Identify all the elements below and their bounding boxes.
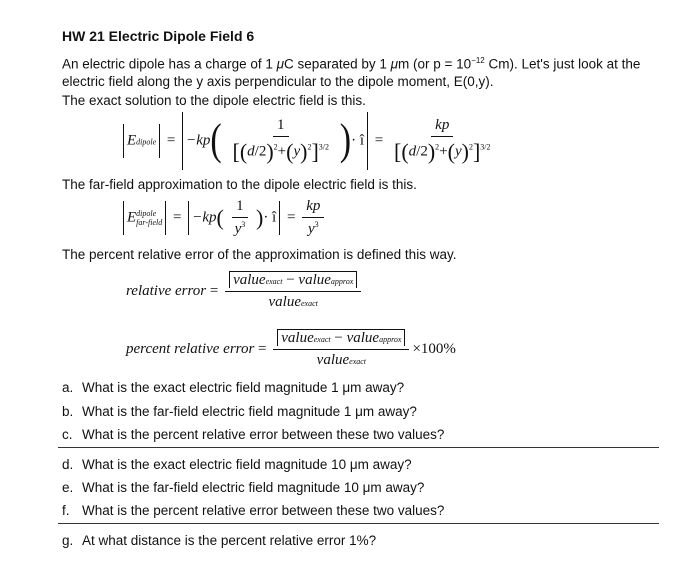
- plus-sign: +: [439, 143, 448, 160]
- far-field-equation: E dipole far-field = −kp( $\frac{1}{y^3}$ )· î = $\frac{kp}{y^3}$: [120, 198, 327, 238]
- far-field-intro: The far-field approximation to the dipole electric field is this.: [62, 177, 417, 192]
- subscript-dipole: dipole: [136, 137, 157, 147]
- intro-text-c: m (or p = 10: [398, 56, 472, 72]
- minus: −: [334, 330, 343, 346]
- equals-sign: =: [172, 209, 182, 226]
- square: 2: [435, 142, 440, 152]
- equals-sign: =: [374, 132, 384, 149]
- neg-kp: −kp: [186, 132, 211, 149]
- mu-symbol: μ: [276, 56, 285, 72]
- equals-sign: =: [166, 132, 176, 149]
- square: 2: [468, 142, 473, 152]
- exact-intro: The exact solution to the dipole electric field is this.: [62, 93, 366, 108]
- dot-i: · î: [263, 209, 277, 226]
- page-title: HW 21 Electric Dipole Field 6: [62, 28, 255, 44]
- value: value: [268, 294, 301, 310]
- mu-symbol: μ: [390, 56, 399, 72]
- two: 2: [420, 143, 428, 160]
- value: value: [281, 330, 314, 346]
- question-label: f.: [62, 503, 70, 518]
- dot-i: · î: [351, 132, 365, 149]
- two: 2: [258, 143, 267, 160]
- sub-approx: approx: [330, 277, 354, 286]
- question-text: What is the far-field electric field magnitude 1 μm away?: [82, 404, 417, 419]
- question-label: e.: [62, 480, 74, 495]
- question-g: [62, 533, 376, 548]
- question-label: d.: [62, 457, 74, 472]
- square: 2: [273, 142, 278, 152]
- value: value: [316, 352, 350, 368]
- E-vector: E: [127, 132, 137, 149]
- sub-exact: exact: [313, 335, 331, 344]
- square: 2: [307, 142, 312, 152]
- value: value: [233, 272, 266, 288]
- y-var: y: [293, 143, 301, 160]
- question-text: At what distance is the percent relative error 1%?: [82, 533, 377, 548]
- question-label: b.: [62, 404, 74, 419]
- sub-exact: exact: [349, 357, 367, 366]
- y-var: y: [234, 221, 242, 237]
- question-text: What is the percent relative error between these two values?: [82, 427, 445, 442]
- intro-paragraph: [62, 52, 677, 90]
- E-vector: E: [127, 209, 137, 226]
- sub-exact: exact: [300, 299, 318, 308]
- question-label: c.: [62, 427, 73, 442]
- equals-sign: =: [209, 282, 219, 299]
- question-label: a.: [62, 380, 74, 395]
- question-text: What is the percent relative error between these two values?: [82, 503, 445, 518]
- intro-text-b: C separated by 1: [284, 56, 391, 72]
- question-a: [62, 380, 404, 395]
- y-var: y: [307, 221, 315, 237]
- error-intro: The percent relative error of the approximation is defined this way.: [62, 247, 457, 262]
- question-label: g.: [62, 533, 74, 548]
- exact-fraction-1: $\frac{1}{[(d/2)^2+(y)^2]^{3/2}}$: [232, 117, 330, 164]
- question-f: [62, 503, 444, 518]
- divider: [58, 523, 659, 524]
- exp-3-2: 3/2: [480, 142, 491, 152]
- intro-text-d: Cm). Let's just look at the electric field along the y axis perpendicular to the dipole moment, E(0,y).: [62, 56, 641, 89]
- neg-kp: −kp: [192, 209, 217, 226]
- subscript-dipole: dipole: [136, 209, 157, 218]
- minus: −: [286, 272, 295, 288]
- d-var: d: [408, 143, 417, 160]
- intro-text-a: An electric dipole has a charge of 1: [62, 56, 277, 72]
- divider: [58, 447, 659, 448]
- sub-exact: exact: [265, 277, 283, 286]
- question-text: What is the far-field electric field magnitude 10 μm away?: [82, 480, 425, 495]
- exact-fraction-2: $\frac{kp}{[(d/2)^2+(y)^2]^{3/2}}$: [393, 117, 491, 164]
- kp: kp: [302, 198, 324, 218]
- value: value: [298, 272, 331, 288]
- numerator-one: 1: [273, 117, 289, 137]
- sub-approx: approx: [379, 335, 402, 344]
- percent-relative-error-equation: [126, 330, 456, 369]
- question-text: What is the exact electric field magnitude 1 μm away?: [82, 380, 405, 395]
- d-var: d: [247, 143, 255, 160]
- plus-sign: +: [277, 143, 287, 160]
- question-d: [62, 457, 412, 472]
- percent-relative-error-label: percent relative error: [126, 340, 255, 357]
- relative-error-equation: [126, 272, 364, 311]
- value: value: [346, 330, 380, 346]
- exp-3-2: 3/2: [318, 142, 330, 152]
- question-c: [62, 427, 444, 442]
- question-b: [62, 404, 417, 419]
- numerator-one: 1: [232, 198, 248, 218]
- y-var: y: [454, 143, 462, 160]
- kp: kp: [431, 117, 453, 137]
- question-text: What is the exact electric field magnitude 10 μm away?: [82, 457, 412, 472]
- equals-sign: =: [258, 340, 267, 357]
- exact-equation: Edipole = −kp( $\frac{1}{[(d/2)^2+(y)^2]^{3/2}}$ )· î = $\frac{kp}{[(d/2)^2+(y)^2]^{3/2}}$: [120, 112, 498, 170]
- times-100-percent: ×100%: [412, 340, 456, 357]
- relative-error-label: relative error: [126, 282, 207, 299]
- question-e: [62, 480, 424, 495]
- exponent: −12: [471, 56, 485, 65]
- cube: 3: [241, 220, 246, 229]
- subscript-far-field: far-field: [136, 218, 163, 227]
- cube: 3: [314, 220, 319, 229]
- equals-sign: =: [286, 209, 296, 226]
